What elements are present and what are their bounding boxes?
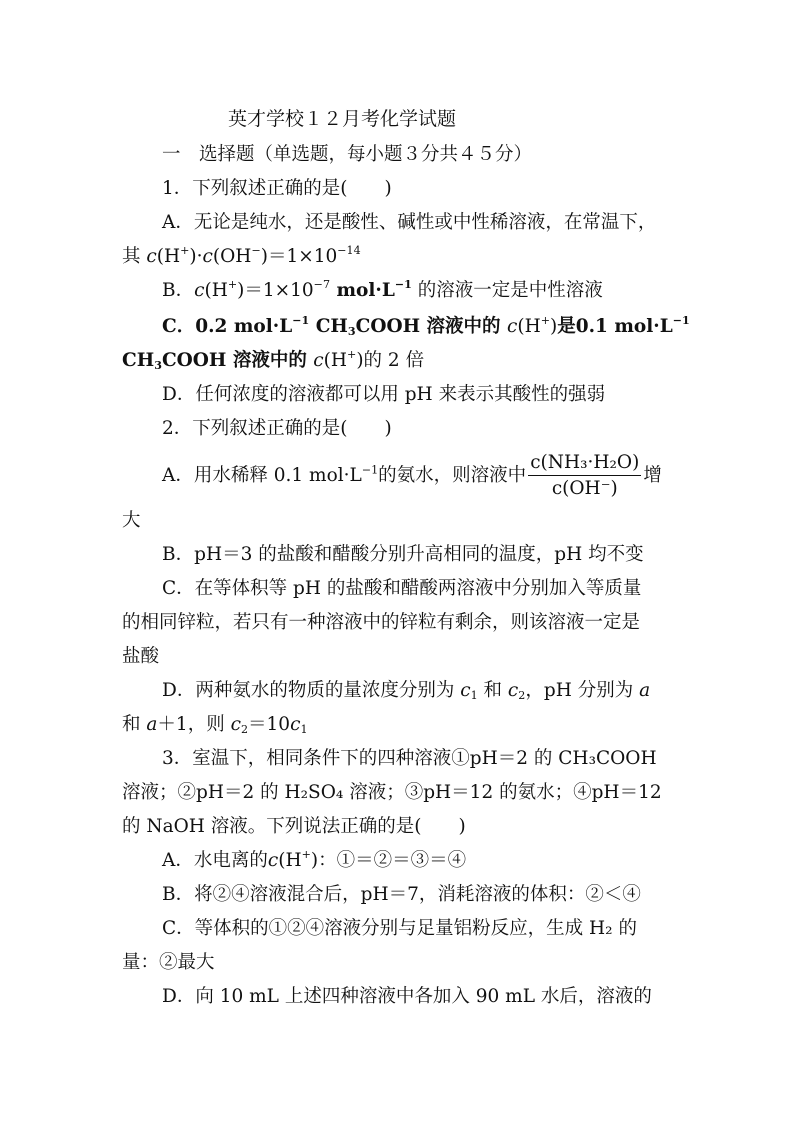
q3-option-a: A．水电离的c(H+)：①＝②＝③＝④ [162, 848, 467, 871]
q3-stem-line2: 溶液；②pH＝2 的 H₂SO₄ 溶液；③pH＝12 的氨水；④pH＝12 [122, 782, 662, 803]
q2-option-d-line2: 和 a＋1，则 $c_2=10c_1$ [122, 714, 308, 736]
q2-option-d-line1: D．两种氨水的物质的量浓度分别为 $c_1$ 和 $c_2$，pH 分别为 a [162, 680, 651, 702]
q3-stem-line1: 3．室温下，相同条件下的四种溶液①pH＝2 的 CH₃COOH [162, 748, 657, 769]
q2-option-a-line2: 大 [122, 510, 141, 531]
q2-option-c-line3: 盐酸 [122, 646, 160, 667]
q3-option-c-line2: 量：②最大 [122, 952, 215, 973]
page-title: 英才学校１２月考化学试题 [228, 108, 457, 130]
q3-stem-line3: 的 NaOH 溶液。下列说法正确的是( ) [122, 816, 466, 837]
q1-option-a-line2: 其 $c(H^+)\cdot c(OH^-)=1\times 10^{-14}$ [122, 244, 361, 267]
q1-stem: 1．下列叙述正确的是( ) [162, 178, 392, 199]
q1-option-d: D．任何浓度的溶液都可以用 pH 来表示其酸性的强弱 [162, 384, 606, 405]
q2-option-a-line1: A．用水稀释 0.1 $mol\cdot L^{-1}$的氨水，则溶液中 $\frac{\text{c(NH₃·H₂O)}}{c(OH^-)}$ 增 [162, 452, 662, 500]
fraction-numerator: c(NH₃·H₂O) [528, 452, 641, 476]
section-heading: 一 选择题（单选题，每小题３分共４５分） [162, 144, 533, 165]
q2-stem: 2．下列叙述正确的是( ) [162, 418, 392, 439]
q3-option-d-line1: D．向 10 mL 上述四种溶液中各加入 90 mL 水后，溶液的 [162, 986, 652, 1007]
q3-option-c-line1: C．等体积的①②④溶液分别与足量铝粉反应，生成 H₂ 的 [162, 918, 637, 939]
q1-option-a-line1: A．无论是纯水，还是酸性、碱性或中性稀溶液，在常温下， [162, 212, 657, 233]
q2-option-b: B．pH＝3 的盐酸和醋酸分别升高相同的温度，pH 均不变 [162, 544, 644, 565]
q1-option-b: B．$c(H^+)=1\times 10^{-7}$ $mol\cdot L^{-1}$ 的溶液一定是中性溶液 [162, 278, 603, 301]
ratio-fraction [528, 452, 641, 500]
fraction-denominator: c(OH⁻) [551, 478, 618, 500]
q2-option-c-line2: 的相同锌粒，若只有一种溶液中的锌粒有剩余，则该溶液一定是 [122, 612, 641, 633]
q1-option-c-line1: C．0.2 $mol\cdot L^{-1}$ $CH_3COOH$ 溶液中的 c(H+)是0.1 $mol\cdot L^{-1}$ [162, 314, 690, 338]
q2-option-c-line1: C．在等体积等 pH 的盐酸和醋酸两溶液中分别加入等质量 [162, 578, 642, 599]
q1-option-c-line2: $CH_3COOH$ 溶液中的 c(H+)的 2 倍 [122, 348, 425, 372]
q3-option-b: B．将②④溶液混合后，pH＝7，消耗溶液的体积：②＜④ [162, 884, 641, 905]
